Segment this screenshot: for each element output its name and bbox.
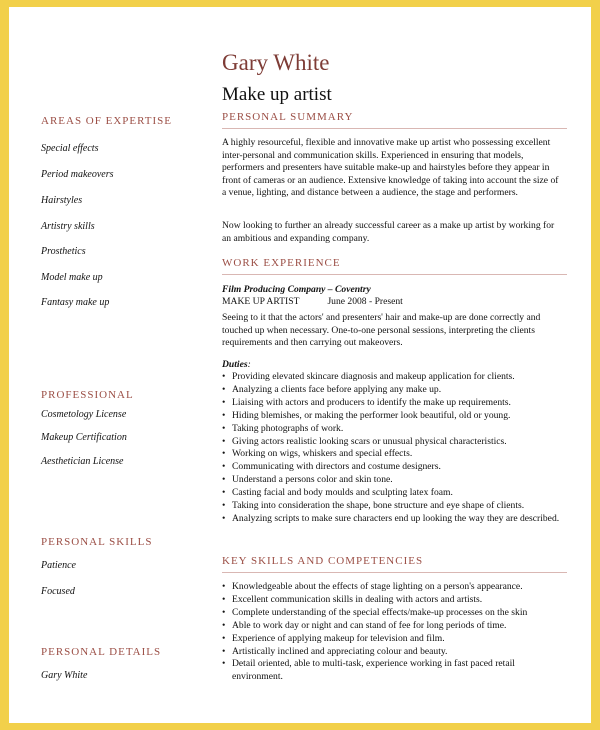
list-item: • Giving actors realistic looking scars or unusual physical characteristics. — [222, 436, 567, 449]
details-heading: PERSONAL DETAILS — [41, 646, 162, 658]
list-item: • Hiding blemishes, or making the performer look beautiful, old or young. — [222, 410, 567, 423]
expertise-item: Fantasy make up — [41, 297, 110, 308]
expertise-item: Hairstyles — [41, 195, 83, 206]
duties-label-text: Duties — [222, 359, 248, 370]
details-item: Gary White — [41, 670, 88, 681]
list-item: • Working on wigs, whiskers and special effects. — [222, 448, 567, 461]
expertise-heading: AREAS OF EXPERTISE — [41, 115, 173, 127]
professional-item: Cosmetology License — [41, 409, 127, 420]
list-item: • Understand a persons color and skin tone. — [222, 474, 567, 487]
job-line — [222, 296, 403, 307]
candidate-role: Make up artist — [222, 84, 332, 105]
professional-item: Aesthetician License — [41, 456, 124, 467]
list-item: • Excellent communication skills in dealing with actors and artists. — [222, 594, 567, 607]
work-heading: WORK EXPERIENCE — [222, 257, 341, 269]
list-item: • Liaising with actors and producers to identify the make up requirements. — [222, 397, 567, 410]
list-item: • Complete understanding of the special effects/make-up processes on the skin — [222, 607, 567, 620]
key-skills-heading: KEY SKILLS AND COMPETENCIES — [222, 555, 424, 567]
duties-colon: : — [247, 359, 251, 370]
professional-heading: PROFESSIONAL — [41, 389, 134, 401]
section-divider — [222, 274, 567, 275]
resume-page — [9, 7, 591, 723]
list-item: • Artistically inclined and appreciating colour and beauty. — [222, 646, 567, 659]
list-item: • Communicating with directors and costume designers. — [222, 461, 567, 474]
summary-paragraph: A highly resourceful, flexible and innovative make up artist who possessing excellent inter-personal and communication skills. Experienced in ensuring that models, performers and presenters have suitable make-up and hairstyles before they appear in front of cameras or an audience. Extensive knowledge of taking into account the size of a venue, lighting, and distance between a audience, the stage and performers. — [222, 137, 559, 199]
expertise-item: Special effects — [41, 143, 99, 154]
key-skills-list — [222, 581, 567, 684]
company-name: Film Producing Company – Coventry — [222, 284, 371, 295]
list-item: • Taking into consideration the shape, bone structure and eye shape of clients. — [222, 500, 567, 513]
list-item: • Analyzing scripts to make sure characters end up looking the way they are described. — [222, 513, 567, 526]
list-item: • Experience of applying makeup for television and film. — [222, 633, 567, 646]
skills-heading: PERSONAL SKILLS — [41, 536, 153, 548]
job-dates: June 2008 - Present — [327, 296, 403, 307]
expertise-item: Model make up — [41, 272, 103, 283]
job-description: Seeing to it that the actors' and presenters' hair and make-up are done correctly and touched up when necessary. One-to-one personal sessions, interpreting the clients requirements and then carrying out makeovers. — [222, 312, 541, 349]
personal-skill-item: Focused — [41, 586, 75, 597]
expertise-item: Artistry skills — [41, 221, 95, 232]
list-item: • Analyzing a clients face before applying any make up. — [222, 384, 567, 397]
personal-skill-item: Patience — [41, 560, 76, 571]
list-item: • Casting facial and body moulds and sculpting latex foam. — [222, 487, 567, 500]
summary-paragraph: Now looking to further an already successful career as a make up artist by working for an ambitious and expanding company. — [222, 220, 555, 244]
duties-label — [222, 359, 251, 370]
section-divider — [222, 572, 567, 573]
list-item: • Providing elevated skincare diagnosis and makeup application for clients. — [222, 371, 567, 384]
summary-heading: PERSONAL SUMMARY — [222, 111, 354, 123]
list-item: • Taking photographs of work. — [222, 423, 567, 436]
job-title: MAKE UP ARTIST — [222, 296, 300, 307]
candidate-name: Gary White — [222, 50, 330, 75]
list-item: • Able to work day or night and can stand of fee for long periods of time. — [222, 620, 567, 633]
expertise-item: Prosthetics — [41, 246, 86, 257]
duties-list — [222, 371, 567, 526]
list-item: • Knowledgeable about the effects of stage lighting on a person's appearance. — [222, 581, 567, 594]
list-item: • Detail oriented, able to multi-task, experience working in fast paced retail environment. — [222, 658, 567, 684]
expertise-item: Period makeovers — [41, 169, 114, 180]
section-divider — [222, 128, 567, 129]
professional-item: Makeup Certification — [41, 432, 127, 443]
